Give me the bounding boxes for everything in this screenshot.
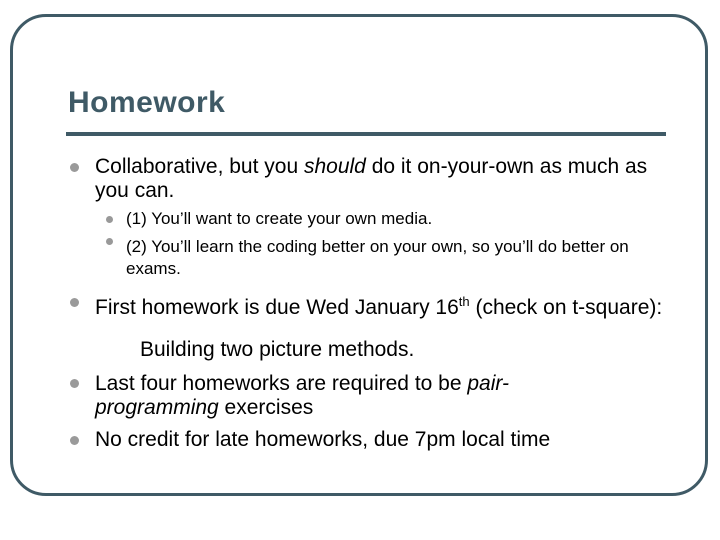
bullet-marker-3 — [70, 379, 79, 388]
subbullet-marker-1 — [106, 216, 113, 223]
bullet-2-pre: First homework is due Wed January 16 — [95, 296, 459, 319]
bullet-3 — [95, 372, 555, 420]
bullet-1-pre: Collaborative, but you — [95, 155, 304, 178]
bullet-1 — [95, 155, 655, 203]
bullet-2-post: (check on t-square): — [469, 296, 663, 319]
bullet-marker-2 — [70, 298, 79, 307]
slide-title: Homework — [68, 86, 226, 119]
bullet-3-em: pair-programming — [95, 372, 510, 419]
bullet-2-indent-line: Building two picture methods. — [140, 338, 415, 361]
bullet-3-post: exercises — [218, 396, 314, 419]
bullet-2 — [95, 290, 675, 320]
bullet-3-pre: Last four homeworks are required to be — [95, 372, 468, 395]
bullet-marker-4 — [70, 436, 79, 445]
bullet-1-em: should — [303, 155, 366, 178]
bullet-marker-1 — [70, 163, 79, 172]
bullet-1-post: do it on-your-own as much as you can. — [95, 155, 648, 202]
subbullet-marker-2 — [106, 238, 113, 245]
bullet-2-sup: th — [458, 294, 470, 309]
bullet-4: No credit for late homeworks, due 7pm local time — [95, 428, 551, 451]
subbullet-2: (2) You’ll learn the coding better on your own, so you’ll do better on exams. — [126, 237, 629, 278]
subbullet-1: (1) You’ll want to create your own media. — [126, 209, 433, 228]
title-underline — [66, 132, 666, 136]
